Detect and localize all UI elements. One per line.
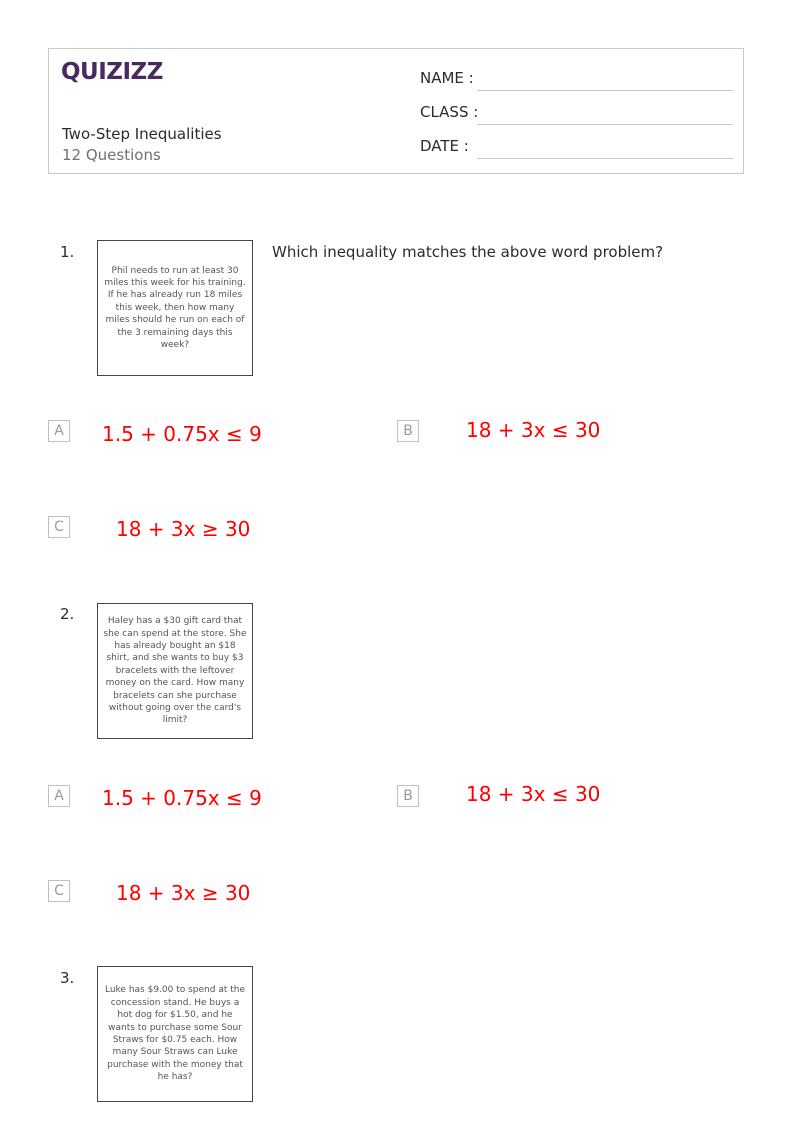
date-label: DATE :	[420, 137, 469, 155]
question-2-image-text: Haley has a $30 gift card that she can spend at the store. She has already bought an $18 shirt, and she wants to buy $3 bracelets with the leftover money on the card. How many bracelets can she purchase without going over the card's limit?	[103, 616, 247, 726]
q1-option-b-text[interactable]: 18 + 3x ≤ 30	[466, 418, 601, 442]
worksheet-title: Two-Step Inequalities	[62, 125, 222, 143]
question-3-image	[97, 966, 253, 1102]
question-1-image	[97, 240, 253, 376]
q1-option-b-box[interactable]: B	[397, 420, 419, 442]
date-line[interactable]	[477, 158, 733, 159]
worksheet-header	[48, 48, 744, 174]
q2-option-c-box[interactable]: C	[48, 880, 70, 902]
question-1-prompt: Which inequality matches the above word problem?	[272, 243, 664, 261]
name-label: NAME :	[420, 69, 474, 87]
question-count: 12 Questions	[62, 146, 161, 164]
q2-option-a-text[interactable]: 1.5 + 0.75x ≤ 9	[102, 786, 262, 810]
name-line[interactable]	[477, 90, 733, 91]
question-2-number: 2.	[60, 605, 75, 623]
q2-option-b-text[interactable]: 18 + 3x ≤ 30	[466, 782, 601, 806]
q1-option-a-box[interactable]: A	[48, 420, 70, 442]
class-field[interactable]	[420, 101, 733, 125]
name-field[interactable]	[420, 67, 733, 91]
q2-option-a-box[interactable]: A	[48, 785, 70, 807]
question-1-image-text: Phil needs to run at least 30 miles this week for his training. If he has already run 18 miles this week, then how many miles should he run on each of the 3 remaining days this week?	[104, 265, 246, 351]
q1-option-c-box[interactable]: C	[48, 516, 70, 538]
q2-option-c-text[interactable]: 18 + 3x ≥ 30	[116, 881, 251, 905]
q2-option-b-box[interactable]: B	[397, 785, 419, 807]
question-3-number: 3.	[60, 969, 75, 987]
question-1-number: 1.	[60, 243, 75, 261]
quizizz-logo: QUIZIZZ	[61, 59, 163, 85]
class-label: CLASS :	[420, 103, 479, 121]
class-line[interactable]	[477, 124, 733, 125]
date-field[interactable]	[420, 135, 733, 159]
q1-option-a-text[interactable]: 1.5 + 0.75x ≤ 9	[102, 422, 262, 446]
q1-option-c-text[interactable]: 18 + 3x ≥ 30	[116, 517, 251, 541]
question-2-image	[97, 603, 253, 739]
question-3-image-text: Luke has $9.00 to spend at the concession stand. He buys a hot dog for $1.50, and he wants to purchase some Sour Straws for $0.75 each. How many Sour Straws can Luke purchase with the money that he has?	[104, 985, 246, 1083]
